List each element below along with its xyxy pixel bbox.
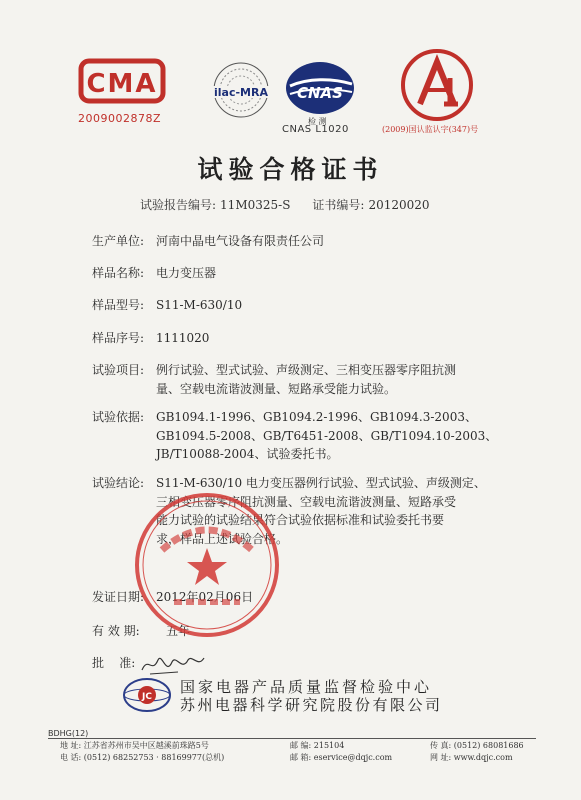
field-value: 五年 [166,624,191,638]
field-value: 电力变压器 [156,266,217,280]
svg-text:JC: JC [142,692,152,702]
field-label: 批 准: [92,656,136,670]
footer-address: 地 址: 江苏省苏州市吴中区越溪前珠路5号 [60,741,209,750]
field-value: S11-M-630/10 电力变压器例行试验、型式试验、声级测定、 三相变压器零序阻抗测量、空载电流谐波测量、短路承受 能力试验的试验结果符合试验依据标准和试验委托书要 求，样品上述试验合格。 [156,476,486,546]
field-label: 试验依据: [92,410,145,424]
cnas-logo-icon [280,58,360,118]
org-name-1: 国家电器产品质量监督检验中心 [180,678,433,696]
certificate-numbers [140,196,434,213]
cert-number-label: 证书编号: [312,198,365,212]
field-label: 发证日期: [92,590,145,604]
ilac-mra-logo-icon [205,60,277,122]
cnas-accreditation-number: CNAS L1020 [282,124,349,135]
field-label: 生产单位: [92,234,145,248]
dqjc-logo-icon [122,676,172,714]
svg-text:ilac-MRA: ilac-MRA [214,86,268,99]
svg-text:CNAS: CNAS [297,84,343,102]
field-value: S11-M-630/10 [156,298,243,312]
field-label: 有 效 期: [92,624,140,638]
cma-logo-icon [78,58,166,110]
footer-fax: 传 真: (0512) 68081686 [430,741,524,750]
report-number-label: 试验报告编号: [140,198,217,212]
field-value: 例行试验、型式试验、声级测定、三相变压器零序阻抗测 量、空载电流谐波测量、短路承受能力试验。 [156,363,457,396]
official-seal-stamp [132,490,282,640]
field-value: 1111020 [156,331,210,345]
cnas-subtitle-testing: 检 测 [308,117,327,126]
field-label: 样品序号: [92,331,145,345]
footer-divider [48,738,536,739]
cma-code: 2009002878Z [78,112,162,125]
cal-caption: (2009)国认监认字(347)号 [382,125,479,134]
field-label: 样品名称: [92,266,145,280]
field-value: GB1094.1-1996、GB1094.2-1996、GB1094.3-2003、 GB1094.5-2008、GB/T6451-2008、GB/T1094.10-2003、 JB/T10088-2004、试验委托书。 [156,410,498,461]
field-value: 2012年02月06日 [156,590,254,604]
footer-phone: 电 话: (0512) 68252753 · 88169977(总机) [60,753,225,762]
svg-text:CMA: CMA [86,69,158,99]
org-name-2: 苏州电器科学研究院股份有限公司 [180,696,443,714]
field-value: 河南中晶电气设备有限责任公司 [156,234,325,248]
footer-website: 网 址: www.dqjc.com [430,753,513,762]
report-number-value: 11M0325-S [220,198,291,212]
form-code: BDHG(12) [48,729,89,738]
field-label: 样品型号: [92,298,145,312]
footer-postcode: 邮 编: 215104 [290,741,345,750]
field-label: 试验项目: [92,363,145,377]
footer-email: 邮 箱: eservice@dqjc.com [290,753,393,762]
cert-number-value: 20120020 [368,198,430,212]
cal-logo-icon [400,48,474,122]
certificate-title: 试验合格证书 [197,155,384,184]
field-label: 试验结论: [92,476,145,490]
